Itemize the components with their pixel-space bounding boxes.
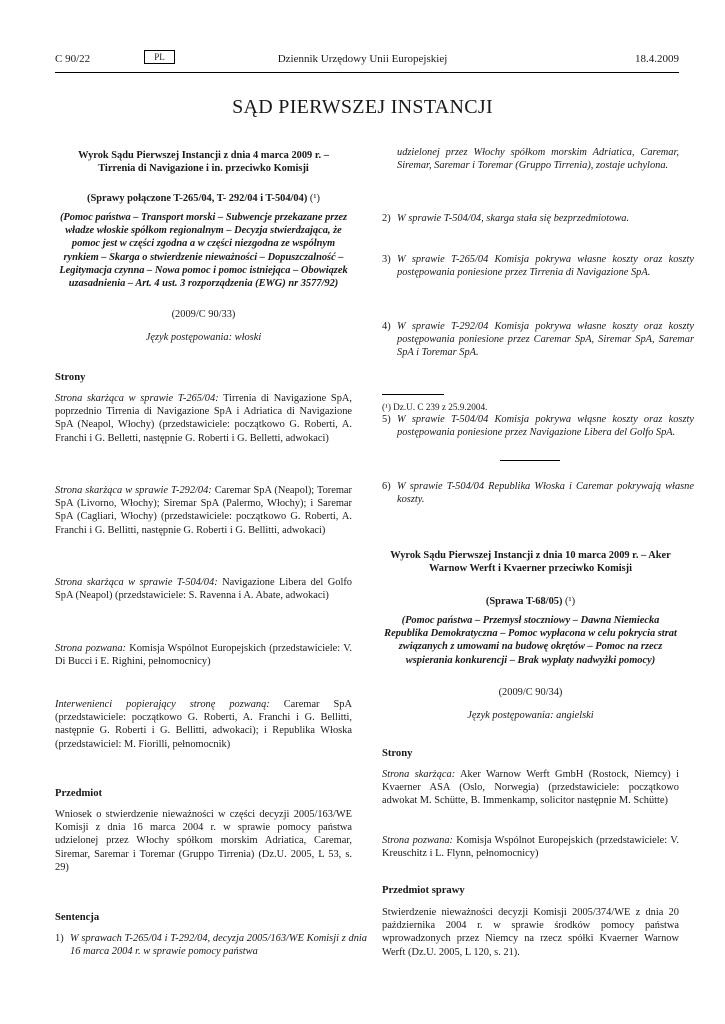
item-number: 3) — [382, 253, 391, 265]
item-text: W sprawach T-265/04 i T-292/04, decyzja 2005/163/WE Komisji z dnia 16 marca 2004 r. w sprawie pomocy państwa — [70, 933, 367, 958]
case1-subject-heading: Przedmiot — [55, 788, 103, 799]
item-text: W sprawie T-504/04 Komisja pokrywa włąsne koszty oraz koszty postępowania poniesione przez Navigazione Libera del Golfo SpA. — [397, 413, 694, 438]
case2-reference: (2009/C 90/34) — [498, 687, 563, 698]
item-text: W sprawie T-504/04, skarga stała się bezprzedmiotowa. — [397, 213, 630, 225]
case2-footnote-ref: (¹) — [565, 596, 576, 607]
case2-case-numbers: (Sprawa T-68/05) — [485, 596, 563, 607]
case1-operative-item-1-continued: udzielonej przez Włochy spółkom morskim Adriatica, Caremar, Siremar, Saremar i Toremar (Gruppo Tirrenia), zostaje uchylona. — [397, 147, 679, 172]
item-number: 6) — [382, 481, 391, 493]
header-rule — [55, 72, 679, 73]
item-number: 5) — [382, 413, 391, 425]
party-text: Tirrenia di Navigazione SpA, poprzednio Tirrenia di Navigazione SpA i Adriatica di Navigazione SpA (Neapol, Włochy) (przedstawiciele: początkowo G. Roberti, A. Franchi i G. Belletti, następnie G. Roberti i G. Belletti, adwokaci) — [55, 393, 352, 444]
case1-defendant — [55, 642, 352, 668]
case1-case-numbers: (Sprawy połączone T-265/04, T- 292/04 i T-504/04) — [87, 193, 308, 204]
item-number: 2) — [382, 213, 391, 225]
section-separator — [500, 460, 560, 461]
case1-party-2 — [55, 484, 352, 537]
case1-party-3 — [55, 576, 352, 602]
case2-subject-heading: Przedmiot sprawy — [382, 885, 465, 896]
case1-operative-item-5 — [382, 413, 694, 439]
party-text: Aker Warnow Werft GmbH (Rostock, Niemcy) i Kvaerner ASA (Oslo, Norwegia) (przedstawiciele: początkowo adwokat M. Schütte, B. Immenkamp, solicitor następnie M. Schütte) — [382, 769, 680, 807]
case1-operative-item-4 — [382, 320, 694, 360]
party-label: Strona pozwana: — [55, 643, 126, 654]
journal-issue-number: C 90/22 — [55, 53, 91, 65]
case2-keywords: (Pomoc państwa – Przemysł stoczniowy – Dawna Niemiecka Republika Demokratyczna – Pomoc wypłacona w celu pokrycia strat związanych z umowami na budowę okrętów – Pomoc na rzecz wspierania konkurencji – Brak wypłaty nadwyżki pomocy) — [384, 615, 677, 666]
case1-keywords: (Pomoc państwa – Transport morski – Subwencje przekazane przez władze włoskie spółkom regionalnym – Decyzja stwierdzająca, że pomoc jest w części zgodna a w części niezgodna ze wspólnym rynkiem – Skarga o stwierdzenie nieważności – Dopuszczalność – Legitymacja czynna – Nowa pomoc i pomoc istniejąca – Obowiązek uzasadnienia – Art. 4 ust. 3 rozporządzenia (EWG) nr 3577/92) — [59, 212, 348, 290]
party-text: Komisja Wspólnot Europejskich (przedstawiciele: V. Di Bucci i E. Righini, pełnomocnicy) — [55, 643, 352, 668]
party-text: Caremar SpA (Neapol); Toremar SpA (Livorno, Włochy); Siremar SpA (Palermo, Włochy); i Saremar SpA (Cagliari, Włochy) (przedstawiciele: początkowo G. Roberti, A. Franchi i G. Bellitti, następnie G. Roberti i G. Bellitti, adwokaci) — [55, 485, 352, 536]
case1-subject-text: Wniosek o stwierdzenie nieważności w części decyzji 2005/163/WE Komisji z dnia 16 marca 2004 r. w sprawie pomocy państwa udzielonej przez Włochy spółkom morskim Adriatica, Caremar, Siremar, Saremar i Toremar (Gruppo Tirrenia) (Dz.U. 2005, L 53, s. 29) — [55, 809, 352, 873]
item-number: 4) — [382, 321, 391, 333]
case1-operative-item-6 — [382, 480, 694, 506]
footnote-rule — [382, 394, 444, 395]
language-badge: PL — [144, 50, 175, 64]
case1-footnote: (¹) Dz.U. C 239 z 25.9.2004. — [382, 402, 488, 412]
case1-title: Wyrok Sądu Pierwszej Instancji z dnia 4 marca 2009 r. – Tirrenia di Navigazione i in. przeciwko Komisji — [78, 150, 329, 175]
case1-operative-item-3 — [382, 253, 694, 279]
case1-cases-line — [55, 192, 352, 205]
party-label: Strona skarżąca w sprawie T-265/04: — [55, 393, 219, 404]
party-text: Navigazione Libera del Golfo SpA (Neapol) (przedstawiciele: S. Ravenna i A. Abate, adwokaci) — [55, 577, 352, 602]
case2-defendant — [382, 834, 679, 860]
journal-title: Dziennik Urzędowy Unii Europejskiej — [277, 53, 448, 65]
item-text: W sprawie T-292/04 Komisja pokrywa własne koszty oraz koszty postępowania poniesione przez Caremar SpA, Siremar SpA, Saremar SpA i Toremar SpA. — [397, 321, 694, 359]
party-label: Strona skarżąca w sprawie T-504/04: — [55, 577, 218, 588]
case1-parties-heading: Strony — [55, 372, 86, 383]
case1-language: Język postępowania: włoski — [145, 332, 262, 343]
case1-interveners — [55, 698, 352, 751]
item-text: W sprawie T-504/04 Republika Włoska i Caremar pokrywają własne koszty. — [397, 481, 694, 506]
party-text: Caremar SpA (przedstawiciele: początkowo G. Roberti, A. Franchi i G. Bellitti, następnie G. Roberti i G. Bellitti, adwokaci); i Republika Włoska (przedstawiciel: M. Fiorilli, pełnomocnik) — [55, 699, 352, 750]
case1-footnote-ref: (¹) — [309, 193, 320, 204]
item-number: 1) — [55, 933, 64, 944]
party-text: Komisja Wspólnot Europejskich (przedstawiciele: V. Kreuschitz i L. Flynn, pełnomocnicy) — [382, 835, 679, 860]
party-label: Strona skarżąca: — [382, 769, 456, 780]
case2-subject-text: Stwierdzenie nieważności decyzji Komisji 2005/374/WE z dnia 20 października 2004 r. w sprawie środków pomocy państwa wprowadzonych przez Niemcy na rzecz spółki Kvaerner Warnow Werft (Dz.U. 2005, L 120, s. 21). — [382, 907, 679, 958]
case2-applicant — [382, 768, 679, 808]
case2-cases-line — [382, 595, 679, 608]
case1-reference: (2009/C 90/33) — [171, 309, 236, 320]
court-title: SĄD PIERWSZEJ INSTANCJI — [232, 96, 493, 118]
case1-operative-item-2 — [382, 212, 694, 225]
party-label: Strona skarżąca w sprawie T-292/04: — [55, 485, 212, 496]
case1-operative-heading: Sentencja — [55, 912, 100, 923]
case1-party-1 — [55, 392, 352, 445]
case2-parties-heading: Strony — [382, 748, 413, 759]
journal-date: 18.4.2009 — [635, 53, 679, 65]
case1-operative-item-1 — [55, 932, 367, 958]
case2-language: Język postępowania: angielski — [467, 710, 594, 721]
party-label: Interwenienci popierający stronę pozwaną: — [55, 699, 270, 710]
case2-title: Wyrok Sądu Pierwszej Instancji z dnia 10 marca 2009 r. – Aker Warnow Werft i Kvaerner przeciwko Komisji — [390, 550, 671, 575]
party-label: Strona pozwana: — [382, 835, 453, 846]
item-text: W sprawie T-265/04 Komisja pokrywa własne koszty oraz koszty postępowania poniesione przez Tirrenia di Navigazione SpA. — [397, 253, 694, 278]
